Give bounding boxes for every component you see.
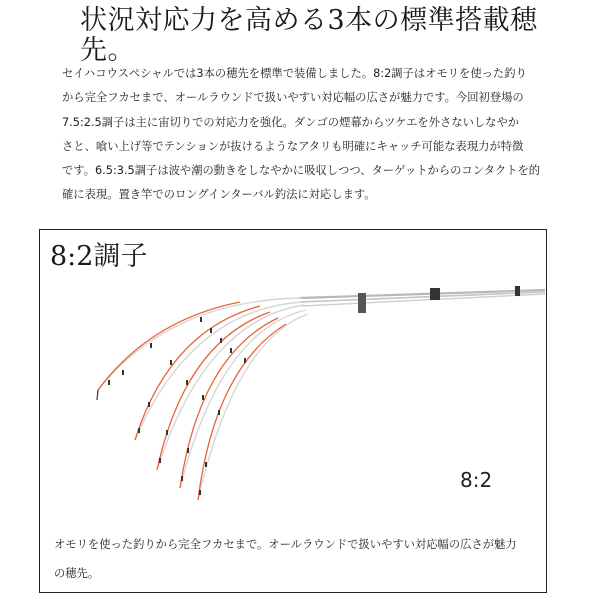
body-line: 確に表現。置き竿でのロングインターバル釣法に対応します。 [62, 188, 376, 202]
caption-line: の穂先。 [54, 567, 100, 580]
body-paragraph [62, 62, 552, 208]
headline [80, 6, 580, 66]
rod-butt-sections [300, 286, 545, 313]
rod-tip-1 [97, 298, 302, 400]
rod-ferrule [430, 288, 440, 300]
body-line: セイハコウスペシャルでは3本の穂先を標準で装備しました。8:2調子はオモリを使った釣り [62, 67, 527, 80]
figure-title: 8:2調子 [50, 241, 148, 272]
body-line: さと、喰い上げ等でテンションが抜けるようなアタリも明確にキャッチ可能な表現力が特徴 [62, 139, 524, 153]
body-line: です。6.5:3.5調子は波や潮の動きをしなやかに吸収しつつ、ターゲットからのコンタクトを的 [62, 164, 541, 178]
figure-caption [54, 530, 534, 588]
ratio-label: 8:2 [460, 468, 493, 492]
body-line: から完全フカセまで、オールラウンドで扱いやすい対応幅の広さが魅力です。今回初登場の [62, 91, 524, 105]
figure-box [39, 229, 547, 593]
rod-tip-2 [135, 302, 302, 440]
rod-ferrule [358, 293, 366, 313]
rod-tip-5 [198, 314, 308, 500]
headline-line-1: 状況対応力を高める3本の標準搭載穂 [80, 5, 538, 36]
caption-line: オモリを使った釣りから完全フカセまで。オールラウンドで扱いやすい対応幅の広さが魅力 [54, 538, 517, 551]
headline-line-2: 先。 [80, 35, 135, 66]
rod-ferrule [515, 286, 520, 296]
body-line: 7.5:2.5調子は主に宙切りでの対応力を強化。ダンゴの煙幕からツケエを外さないしなやか [62, 115, 520, 129]
